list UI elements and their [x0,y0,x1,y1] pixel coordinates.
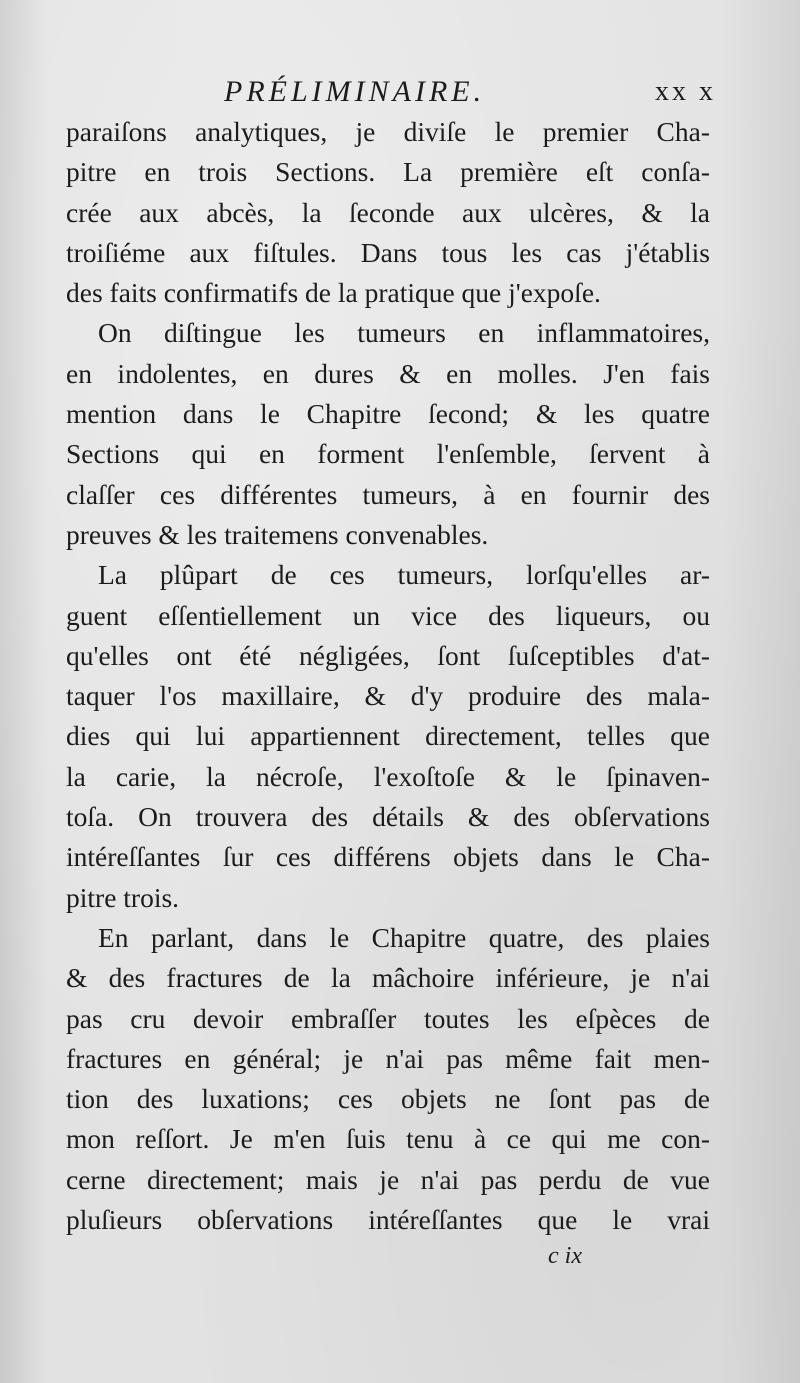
page-header [66,70,716,114]
text-line: cerne directement; mais je n'ai pas perdu de vue [66,1163,710,1195]
text-line: taquer l'os maxillaire, & d'y produire des mala- [66,680,710,712]
text-line: La plûpart de ces tumeurs, lorſqu'elles ar- [98,559,710,591]
text-line: troiſiéme aux fiſtules. Dans tous les cas j'établis [66,236,710,268]
catchword: c ix [548,1243,582,1269]
text-line: en indolentes, en dures & en molles. J'en fais [66,357,710,389]
text-line: intéreſſantes ſur ces différens objets dans le Cha- [66,841,710,873]
body-text [66,112,710,1240]
text-line: pitre trois. [66,881,180,913]
text-line: mon reſſort. Je m'en ſuis tenu à ce qui me con- [66,1123,710,1155]
page-number: xx x [655,76,716,107]
text-line: guent eſſentiellement un vice des liqueurs, ou [66,599,710,631]
text-line: fractures en général; je n'ai pas même fait men- [66,1042,710,1074]
text-line: des faits confirmatifs de la pratique que j'expoſe. [66,277,601,309]
text-line: crée aux abcès, la ſeconde aux ulcères, & la [66,196,710,228]
text-line: preuves & les traitemens convenables. [66,518,489,550]
text-line: paraiſons analytiques, je diviſe le premier Cha- [66,116,710,147]
text-line: pas cru devoir embraſſer toutes les eſpèces de [66,1002,710,1034]
text-line: qu'elles ont été négligées, ſont ſuſceptibles d'at- [66,639,710,671]
text-line: tion des luxations; ces objets ne ſont pas de [66,1083,710,1115]
text-line: claſſer ces différentes tumeurs, à en fournir des [66,478,710,510]
text-line: toſa. On trouvera des détails & des obſervations [66,801,710,833]
text-line: On diſtingue les tumeurs en inflammatoires, [98,317,710,349]
text-line: la carie, la nécroſe, l'exoſtoſe & le ſpinaven- [66,760,710,792]
text-line: Sections qui en forment l'enſemble, ſervent à [66,438,710,470]
text-line: En parlant, dans le Chapitre quatre, des plaies [98,921,710,953]
text-line: & des fractures de la mâchoire inférieure, je n'ai [66,962,710,994]
text-line: pitre en trois Sections. La première eſt conſa- [66,156,710,188]
text-line: pluſieurs obſervations intéreſſantes que le vrai [66,1204,710,1236]
text-line: mention dans le Chapitre ſecond; & les quatre [66,398,710,430]
text-line: dies qui lui appartiennent directement, telles que [66,720,710,752]
running-title: PRÉLIMINAIRE. [224,75,486,108]
